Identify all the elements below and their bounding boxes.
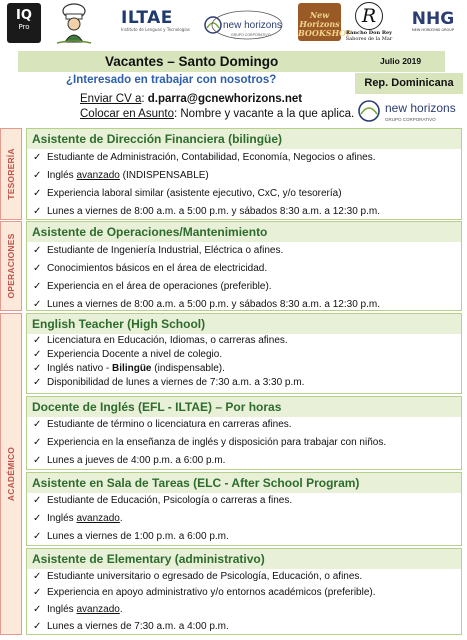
country-badge: Rep. Dominicana [355, 73, 463, 94]
requirement-item [33, 206, 380, 218]
requirement-item [33, 188, 342, 200]
job-section [26, 128, 462, 220]
requirement-text-rich: Inglés nativo - Bilingüe (indispensable). [47, 363, 225, 374]
new-horizons-logo-subtext: GRUPO CORPORATIVO [231, 33, 271, 37]
check-icon: ✓ [33, 152, 42, 163]
check-icon: ✓ [33, 604, 42, 615]
job-title: Asistente en Sala de Tareas (ELC - After School Program) [27, 473, 461, 493]
iltae-logo-subtext: Instituto de Lenguas y Tecnologías [121, 27, 190, 32]
job-title: Asistente de Elementary (administrativo) [27, 549, 461, 569]
job-section [26, 396, 462, 470]
emphasis-text: avanzado [76, 513, 120, 524]
check-icon: ✓ [33, 531, 42, 542]
requirement-item [33, 531, 229, 543]
intro-email-line [80, 93, 302, 105]
intro-question: ¿Interesado en trabajar con nosotros? [66, 74, 277, 86]
requirement-item [33, 621, 229, 633]
iqpro-logo-subtext: Pro [18, 23, 30, 31]
nhg-logo-text: NHG [411, 9, 455, 29]
requirement-item [33, 299, 380, 311]
requirement-item [33, 587, 376, 599]
requirement-text: Estudiante de Ingeniería Industrial, Eléctrica o afines. [47, 245, 284, 256]
job-title: Asistente de Dirección Financiera (bilingüe) [27, 129, 461, 149]
email-separator: : [141, 93, 145, 105]
requirement-text: Experiencia Docente a nivel de colegio. [47, 349, 223, 360]
logo-strip [0, 0, 467, 50]
job-title: Asistente de Operaciones/Mantenimiento [27, 222, 461, 242]
requirement-text: Disponibilidad de lunes a viernes de 7:30 a.m. a 3:30 p.m. [47, 377, 305, 388]
new-horizons-logo [203, 6, 283, 44]
requirement-text: Lunes a viernes de 8:00 a.m. a 5:00 p.m. y sábados 8:30 a.m. a 12:30 p.m. [47, 299, 380, 310]
side-tab-label: OPERACIONES [6, 233, 16, 299]
check-icon: ✓ [33, 335, 42, 346]
iltae-logo [121, 10, 203, 40]
contact-email-link[interactable]: d.parra@gcnewhorizons.net [147, 93, 303, 105]
emphasis-text: Bilingüe [112, 363, 152, 374]
check-icon: ✓ [33, 621, 42, 632]
requirement-item [33, 363, 225, 375]
requirement-item [33, 571, 362, 583]
chef-mascot-logo [49, 2, 99, 46]
rancho-logo-letter: R [355, 2, 383, 30]
requirement-item [33, 495, 292, 507]
rancho-logo-name: Rancho Don Rey [345, 30, 393, 36]
requirement-item [33, 170, 209, 182]
check-icon: ✓ [33, 513, 42, 524]
requirement-text: Lunes a jueves de 4:00 p.m. a 6:00 p.m. [47, 455, 226, 466]
requirement-text: Estudiante universitario o egresado de Psicología, Educación, o afines. [47, 571, 363, 582]
requirement-text: Experiencia en el área de operaciones (preferible). [47, 281, 272, 292]
requirement-text: Licenciatura en Educación, Idiomas, o carreras afines. [47, 335, 288, 346]
bookshop-logo [298, 3, 353, 41]
side-tab-label: ACADÉMICO [6, 446, 16, 502]
check-icon: ✓ [33, 455, 42, 466]
requirement-text: Lunes a viernes de 1:00 p.m. a 6:00 p.m. [47, 531, 229, 542]
job-section [26, 313, 462, 394]
requirement-item [33, 349, 222, 361]
side-tab-label: TESORERÍA [6, 148, 16, 200]
nhg-logo [403, 10, 463, 42]
side-tab-academico [0, 313, 22, 635]
requirement-text-rich: Inglés avanzado (INDISPENSABLE) [47, 170, 209, 181]
new-horizons-logo-secondary-subtext: GRUPO CORPORATIVO [385, 117, 436, 122]
requirement-item [33, 455, 225, 467]
requirement-text: Estudiante de Educación, Psicología o carreras a fines. [47, 495, 293, 506]
new-horizons-logo-text: new horizons [223, 20, 282, 31]
job-section [26, 472, 462, 546]
emphasis-text: avanzado [76, 170, 120, 181]
check-icon: ✓ [33, 495, 42, 506]
subject-text: : Nombre y vacante a la que aplica. [173, 108, 355, 120]
check-icon: ✓ [33, 170, 42, 181]
requirement-item [33, 419, 292, 431]
check-icon: ✓ [33, 587, 42, 598]
check-icon: ✓ [33, 377, 42, 388]
requirement-text: Conocimientos básicos en el área de electricidad. [47, 263, 268, 274]
requirement-item [33, 377, 304, 389]
new-horizons-logo-secondary-text: new horizons [385, 101, 456, 115]
check-icon: ✓ [33, 571, 42, 582]
subject-label: Colocar en Asunto [80, 108, 174, 120]
requirement-text: Lunes a viernes de 8:00 a.m. a 5:00 p.m. y sábados 8:30 a.m. a 12:30 p.m. [47, 206, 380, 217]
email-label: Enviar CV a [80, 93, 142, 105]
check-icon: ✓ [33, 188, 42, 199]
intro-subject-line [80, 108, 354, 120]
bookshop-logo-line2: BOOKSHOP [298, 28, 353, 38]
requirement-item [33, 245, 283, 257]
requirement-text: Experiencia en la enseñanza de inglés y disposición para trabajar con niños. [47, 437, 387, 448]
iltae-logo-text: ILTAE [121, 8, 173, 28]
requirement-item [33, 335, 288, 347]
rancho-logo-tagline: Sabores de la Mar [345, 36, 393, 42]
page-title: Vacantes – Santo Domingo [105, 54, 279, 69]
check-icon: ✓ [33, 419, 42, 430]
rancho-don-rey-logo [345, 2, 393, 48]
check-icon: ✓ [33, 263, 42, 274]
job-section [26, 221, 462, 311]
job-title: Docente de Inglés (EFL - ILTAE) – Por horas [27, 397, 461, 417]
new-horizons-logo-secondary [355, 96, 460, 126]
job-title: English Teacher (High School) [27, 314, 461, 334]
requirement-item [33, 263, 267, 275]
iqpro-logo [7, 3, 41, 43]
emphasis-text: avanzado [76, 604, 120, 615]
check-icon: ✓ [33, 245, 42, 256]
requirement-item [33, 152, 376, 164]
requirement-item [33, 604, 123, 616]
check-icon: ✓ [33, 206, 42, 217]
check-icon: ✓ [33, 349, 42, 360]
requirement-item [33, 281, 272, 293]
requirement-item [33, 437, 386, 449]
check-icon: ✓ [33, 281, 42, 292]
nhg-logo-subtext: NEW HORIZONS GROUP [412, 28, 454, 32]
requirement-item [33, 513, 123, 525]
bookshop-logo-line1: New Horizons [299, 10, 340, 29]
side-tab-operaciones [0, 221, 22, 311]
check-icon: ✓ [33, 299, 42, 310]
requirement-text: Experiencia laboral similar (asistente ejecutivo, CxC, y/o tesorería) [47, 188, 342, 199]
iqpro-logo-text: IQ [16, 8, 32, 23]
requirement-text-rich: Inglés avanzado. [47, 513, 123, 524]
job-section [26, 548, 462, 635]
check-icon: ✓ [33, 363, 42, 374]
requirement-text: Estudiante de término o licenciatura en carreras afines. [47, 419, 292, 430]
requirement-text-rich: Inglés avanzado. [47, 604, 123, 615]
requirement-text: Estudiante de Administración, Contabilidad, Economía, Negocios o afines. [47, 152, 376, 163]
check-icon: ✓ [33, 437, 42, 448]
requirement-text: Lunes a viernes de 7:30 a.m. a 4:00 p.m. [47, 621, 229, 632]
requirement-text: Experiencia en apoyo administrativo y/o entornos académicos (preferible). [47, 587, 376, 598]
header-date: Julio 2019 [380, 56, 422, 66]
side-tab-tesoreria [0, 128, 22, 220]
